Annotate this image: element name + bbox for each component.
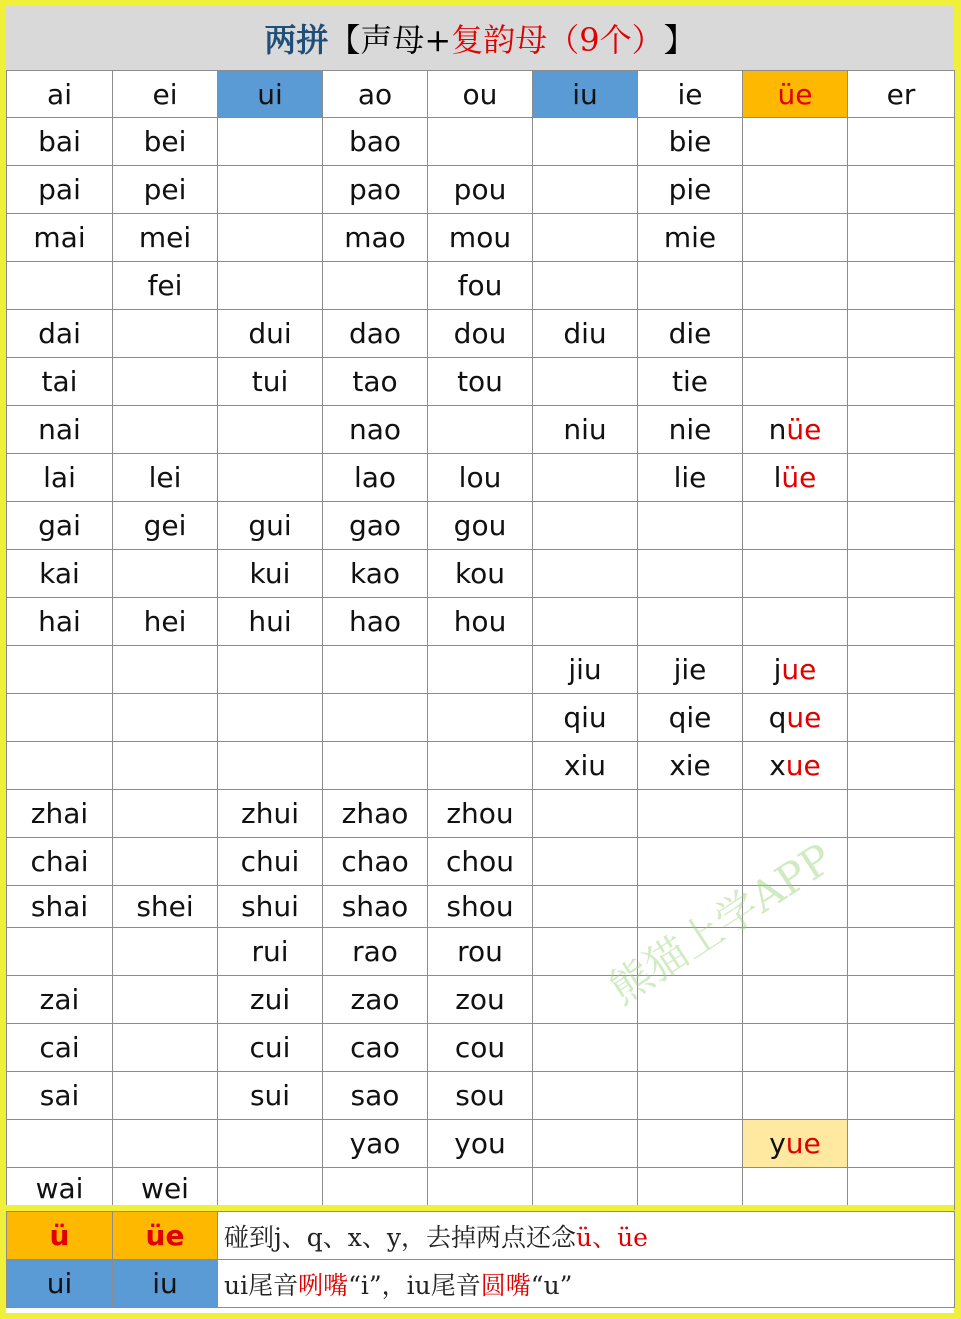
syllable-cell: cai	[7, 1024, 113, 1072]
note-umlaut-ue: üe	[113, 1212, 218, 1260]
syllable-cell	[533, 886, 638, 928]
syllable-cell	[848, 598, 955, 646]
syllable-cell	[323, 742, 428, 790]
syllable-cell	[743, 214, 848, 262]
syllable-cell	[323, 262, 428, 310]
syllable-cell	[533, 790, 638, 838]
table-row	[7, 598, 955, 646]
syllable-cell	[218, 214, 323, 262]
syllable-cell	[743, 976, 848, 1024]
syllable-cell: chao	[323, 838, 428, 886]
syllable-cell	[113, 742, 218, 790]
syllable-cell: pie	[638, 166, 743, 214]
syllable-cell: hao	[323, 598, 428, 646]
syllable-cell: shei	[113, 886, 218, 928]
syllable-cell	[743, 310, 848, 358]
syllable-cell	[533, 598, 638, 646]
syllable-cell: gai	[7, 502, 113, 550]
syllable-initial: q	[768, 701, 787, 734]
syllable-cell	[743, 262, 848, 310]
syllable-cell: rao	[323, 928, 428, 976]
syllable-cell: pao	[323, 166, 428, 214]
syllable-cell: rui	[218, 928, 323, 976]
syllable-cell: kui	[218, 550, 323, 598]
title-part-3: 复韵母（9个）	[451, 21, 664, 59]
syllable-cell: gui	[218, 502, 323, 550]
syllable-cell	[113, 358, 218, 406]
syllable-cell	[218, 454, 323, 502]
syllable-cell	[7, 694, 113, 742]
syllable-cell: nie	[638, 406, 743, 454]
syllable-cell	[743, 406, 848, 454]
syllable-cell	[848, 166, 955, 214]
syllable-cell	[638, 550, 743, 598]
syllable-cell	[743, 598, 848, 646]
syllable-cell: chai	[7, 838, 113, 886]
syllable-cell	[533, 118, 638, 166]
syllable-cell	[743, 1024, 848, 1072]
syllable-cell	[7, 742, 113, 790]
table-row	[7, 262, 955, 310]
table-row	[7, 550, 955, 598]
syllable-cell	[743, 646, 848, 694]
syllable-cell	[638, 838, 743, 886]
syllable-cell: mou	[428, 214, 533, 262]
syllable-cell: hou	[428, 598, 533, 646]
syllable-cell	[428, 118, 533, 166]
column-header: ou	[428, 71, 533, 118]
syllable-cell: lou	[428, 454, 533, 502]
table-row	[7, 166, 955, 214]
syllable-cell: kou	[428, 550, 533, 598]
syllable-cell: fei	[113, 262, 218, 310]
syllable-cell	[113, 1072, 218, 1120]
syllable-cell	[533, 976, 638, 1024]
syllable-cell	[848, 886, 955, 928]
syllable-cell	[638, 928, 743, 976]
syllable-cell: fou	[428, 262, 533, 310]
syllable-cell	[323, 646, 428, 694]
note-ui-plain-2: “i”，iu尾音	[348, 1270, 481, 1300]
syllable-cell	[428, 646, 533, 694]
syllable-cell	[113, 790, 218, 838]
table-row	[7, 1072, 955, 1120]
syllable-cell	[638, 502, 743, 550]
syllable-cell	[428, 742, 533, 790]
syllable-cell: kai	[7, 550, 113, 598]
syllable-final: ue	[785, 749, 821, 782]
syllable-cell: shai	[7, 886, 113, 928]
syllable-initial: j	[773, 653, 782, 686]
syllable-cell: chui	[218, 838, 323, 886]
note-ui-plain-3: “u”	[530, 1270, 573, 1300]
syllable-cell	[848, 1072, 955, 1120]
syllable-cell	[848, 262, 955, 310]
syllable-cell	[533, 1024, 638, 1072]
syllable-cell	[113, 694, 218, 742]
syllable-cell: jiu	[533, 646, 638, 694]
syllable-cell: lai	[7, 454, 113, 502]
note-ui: ui	[7, 1260, 113, 1308]
table-row	[7, 838, 955, 886]
column-header: iu	[533, 71, 638, 118]
syllable-cell	[428, 694, 533, 742]
notes-table	[6, 1211, 955, 1308]
syllable-cell: kao	[323, 550, 428, 598]
syllable-cell: sao	[323, 1072, 428, 1120]
syllable-final: ue	[785, 1127, 821, 1160]
table-row	[7, 1168, 955, 1210]
syllable-cell	[743, 1168, 848, 1210]
syllable-cell	[218, 646, 323, 694]
syllable-cell: gou	[428, 502, 533, 550]
note-row-ui-iu	[7, 1260, 955, 1308]
syllable-cell: qie	[638, 694, 743, 742]
column-header: ui	[218, 71, 323, 118]
table-row	[7, 928, 955, 976]
syllable-cell: dao	[323, 310, 428, 358]
syllable-cell	[113, 1024, 218, 1072]
syllable-cell	[113, 838, 218, 886]
syllable-cell: cui	[218, 1024, 323, 1072]
syllable-cell	[113, 928, 218, 976]
syllable-cell: zhui	[218, 790, 323, 838]
syllable-cell	[638, 976, 743, 1024]
syllable-cell	[7, 928, 113, 976]
syllable-cell	[113, 550, 218, 598]
syllable-cell: sai	[7, 1072, 113, 1120]
syllable-cell	[218, 262, 323, 310]
syllable-cell	[848, 406, 955, 454]
syllable-cell: xiu	[533, 742, 638, 790]
note-row-umlaut	[7, 1212, 955, 1260]
syllable-cell	[743, 694, 848, 742]
syllable-final: ue	[786, 701, 822, 734]
column-header: ie	[638, 71, 743, 118]
syllable-cell	[848, 790, 955, 838]
syllable-cell: qiu	[533, 694, 638, 742]
syllable-cell	[533, 1120, 638, 1168]
syllable-cell: chou	[428, 838, 533, 886]
note-iu: iu	[113, 1260, 218, 1308]
syllable-cell	[743, 928, 848, 976]
syllable-cell	[743, 454, 848, 502]
syllable-cell	[638, 598, 743, 646]
syllable-cell: tou	[428, 358, 533, 406]
syllable-cell: dai	[7, 310, 113, 358]
syllable-cell	[533, 214, 638, 262]
syllable-cell: zhai	[7, 790, 113, 838]
syllable-cell	[848, 976, 955, 1024]
syllable-cell: zui	[218, 976, 323, 1024]
syllable-cell	[7, 646, 113, 694]
syllable-initial: y	[769, 1127, 786, 1160]
syllable-cell: shou	[428, 886, 533, 928]
syllable-cell	[533, 454, 638, 502]
syllable-cell	[743, 502, 848, 550]
syllable-cell: tao	[323, 358, 428, 406]
syllable-cell: tui	[218, 358, 323, 406]
syllable-cell	[428, 1168, 533, 1210]
syllable-cell: shui	[218, 886, 323, 928]
syllable-cell: bai	[7, 118, 113, 166]
table-row	[7, 1120, 955, 1168]
syllable-cell: mie	[638, 214, 743, 262]
table-body	[7, 118, 955, 1210]
syllable-cell: dui	[218, 310, 323, 358]
table-row	[7, 694, 955, 742]
table-row	[7, 742, 955, 790]
syllable-cell	[743, 790, 848, 838]
table-row	[7, 886, 955, 928]
syllable-cell: niu	[533, 406, 638, 454]
header-row	[7, 71, 955, 118]
syllable-cell: mai	[7, 214, 113, 262]
syllable-cell	[323, 1168, 428, 1210]
table-row	[7, 358, 955, 406]
syllable-cell	[218, 118, 323, 166]
syllable-cell	[533, 1168, 638, 1210]
table-row	[7, 1024, 955, 1072]
syllable-cell	[848, 1168, 955, 1210]
note-ui-iu-text	[218, 1260, 955, 1308]
syllable-cell	[743, 166, 848, 214]
syllable-cell	[848, 502, 955, 550]
syllable-initial: x	[769, 749, 786, 782]
syllable-cell: bie	[638, 118, 743, 166]
syllable-cell: tie	[638, 358, 743, 406]
syllable-cell: hei	[113, 598, 218, 646]
syllable-cell	[533, 838, 638, 886]
syllable-cell	[848, 310, 955, 358]
syllable-cell: sou	[428, 1072, 533, 1120]
syllable-cell	[638, 790, 743, 838]
syllable-cell	[848, 214, 955, 262]
syllable-cell	[218, 406, 323, 454]
syllable-cell	[743, 886, 848, 928]
syllable-cell: lao	[323, 454, 428, 502]
column-header: üe	[743, 71, 848, 118]
syllable-cell	[638, 1072, 743, 1120]
note-ui-red-2: 圆嘴	[480, 1270, 531, 1300]
syllable-cell	[218, 1168, 323, 1210]
syllable-cell: shao	[323, 886, 428, 928]
syllable-cell: wai	[7, 1168, 113, 1210]
syllable-cell: zhou	[428, 790, 533, 838]
syllable-cell	[743, 838, 848, 886]
note-ui-plain-1: ui尾音	[224, 1270, 299, 1300]
syllable-initial: l	[773, 461, 782, 494]
syllable-cell: pou	[428, 166, 533, 214]
syllable-cell	[848, 358, 955, 406]
column-header: ao	[323, 71, 428, 118]
table-row	[7, 214, 955, 262]
syllable-cell: hai	[7, 598, 113, 646]
column-header: er	[848, 71, 955, 118]
syllable-cell	[533, 502, 638, 550]
syllable-cell: lei	[113, 454, 218, 502]
syllable-cell: sui	[218, 1072, 323, 1120]
syllable-cell	[7, 1120, 113, 1168]
syllable-cell	[323, 694, 428, 742]
syllable-table	[6, 70, 955, 1210]
syllable-cell	[533, 262, 638, 310]
syllable-cell	[848, 550, 955, 598]
syllable-cell	[638, 1024, 743, 1072]
syllable-cell	[218, 742, 323, 790]
syllable-cell	[848, 646, 955, 694]
table-row	[7, 790, 955, 838]
syllable-initial: n	[768, 413, 787, 446]
syllable-cell	[533, 550, 638, 598]
syllable-cell	[848, 742, 955, 790]
syllable-cell	[533, 166, 638, 214]
syllable-cell	[743, 1120, 848, 1168]
syllable-cell	[533, 1072, 638, 1120]
syllable-cell: bao	[323, 118, 428, 166]
syllable-cell	[848, 1024, 955, 1072]
syllable-cell: mei	[113, 214, 218, 262]
syllable-cell: lie	[638, 454, 743, 502]
syllable-cell: zhao	[323, 790, 428, 838]
syllable-cell	[218, 1120, 323, 1168]
pinyin-sheet	[6, 6, 954, 1313]
syllable-cell: nai	[7, 406, 113, 454]
title-part-1: 两拼	[264, 21, 329, 59]
syllable-cell	[113, 646, 218, 694]
table-row	[7, 406, 955, 454]
syllable-cell: xie	[638, 742, 743, 790]
syllable-final: üe	[786, 413, 822, 446]
syllable-cell	[638, 1168, 743, 1210]
syllable-cell	[533, 358, 638, 406]
syllable-final: ue	[781, 653, 817, 686]
syllable-cell	[113, 406, 218, 454]
syllable-cell	[428, 406, 533, 454]
watermark: 熊猫上学APP	[600, 833, 841, 1014]
note-umlaut-red: ü、üe	[575, 1222, 648, 1252]
syllable-cell: wei	[113, 1168, 218, 1210]
syllable-cell	[743, 118, 848, 166]
syllable-cell: hui	[218, 598, 323, 646]
syllable-cell	[638, 1120, 743, 1168]
syllable-cell	[848, 928, 955, 976]
title-part-4: 】	[663, 21, 696, 59]
syllable-cell: zao	[323, 976, 428, 1024]
syllable-cell	[638, 262, 743, 310]
syllable-cell: zai	[7, 976, 113, 1024]
syllable-cell: pei	[113, 166, 218, 214]
syllable-cell: bei	[113, 118, 218, 166]
syllable-cell	[743, 742, 848, 790]
table-row	[7, 310, 955, 358]
syllable-cell	[848, 694, 955, 742]
syllable-cell	[848, 118, 955, 166]
note-umlaut-u: ü	[7, 1212, 113, 1260]
column-header: ei	[113, 71, 218, 118]
table-row	[7, 976, 955, 1024]
syllable-cell: you	[428, 1120, 533, 1168]
syllable-cell	[218, 166, 323, 214]
syllable-final: üe	[781, 461, 817, 494]
syllable-cell: mao	[323, 214, 428, 262]
syllable-cell: gei	[113, 502, 218, 550]
syllable-cell	[113, 1120, 218, 1168]
table-row	[7, 454, 955, 502]
syllable-cell	[743, 358, 848, 406]
syllable-cell: yao	[323, 1120, 428, 1168]
note-ui-red-1: 咧嘴	[298, 1270, 349, 1300]
table-row	[7, 118, 955, 166]
syllable-cell: tai	[7, 358, 113, 406]
syllable-cell	[848, 838, 955, 886]
syllable-cell	[218, 694, 323, 742]
note-umlaut-plain: 碰到j、q、x、y，去掉两点还念	[224, 1222, 576, 1252]
syllable-cell: cao	[323, 1024, 428, 1072]
table-row	[7, 502, 955, 550]
note-umlaut-text	[218, 1212, 955, 1260]
syllable-cell: cou	[428, 1024, 533, 1072]
syllable-cell: zou	[428, 976, 533, 1024]
syllable-cell: jie	[638, 646, 743, 694]
syllable-cell: gao	[323, 502, 428, 550]
syllable-cell	[113, 310, 218, 358]
table-row	[7, 646, 955, 694]
syllable-cell	[743, 1072, 848, 1120]
syllable-cell	[533, 928, 638, 976]
syllable-cell: rou	[428, 928, 533, 976]
syllable-cell: dou	[428, 310, 533, 358]
syllable-cell: diu	[533, 310, 638, 358]
syllable-cell: pai	[7, 166, 113, 214]
syllable-cell	[638, 886, 743, 928]
syllable-cell: die	[638, 310, 743, 358]
title-part-2: 【声母+	[328, 21, 452, 59]
syllable-cell	[743, 550, 848, 598]
page-title	[6, 6, 954, 71]
syllable-cell	[848, 454, 955, 502]
column-header: ai	[7, 71, 113, 118]
syllable-cell	[7, 262, 113, 310]
syllable-cell	[113, 976, 218, 1024]
syllable-cell: nao	[323, 406, 428, 454]
syllable-cell	[848, 1120, 955, 1168]
